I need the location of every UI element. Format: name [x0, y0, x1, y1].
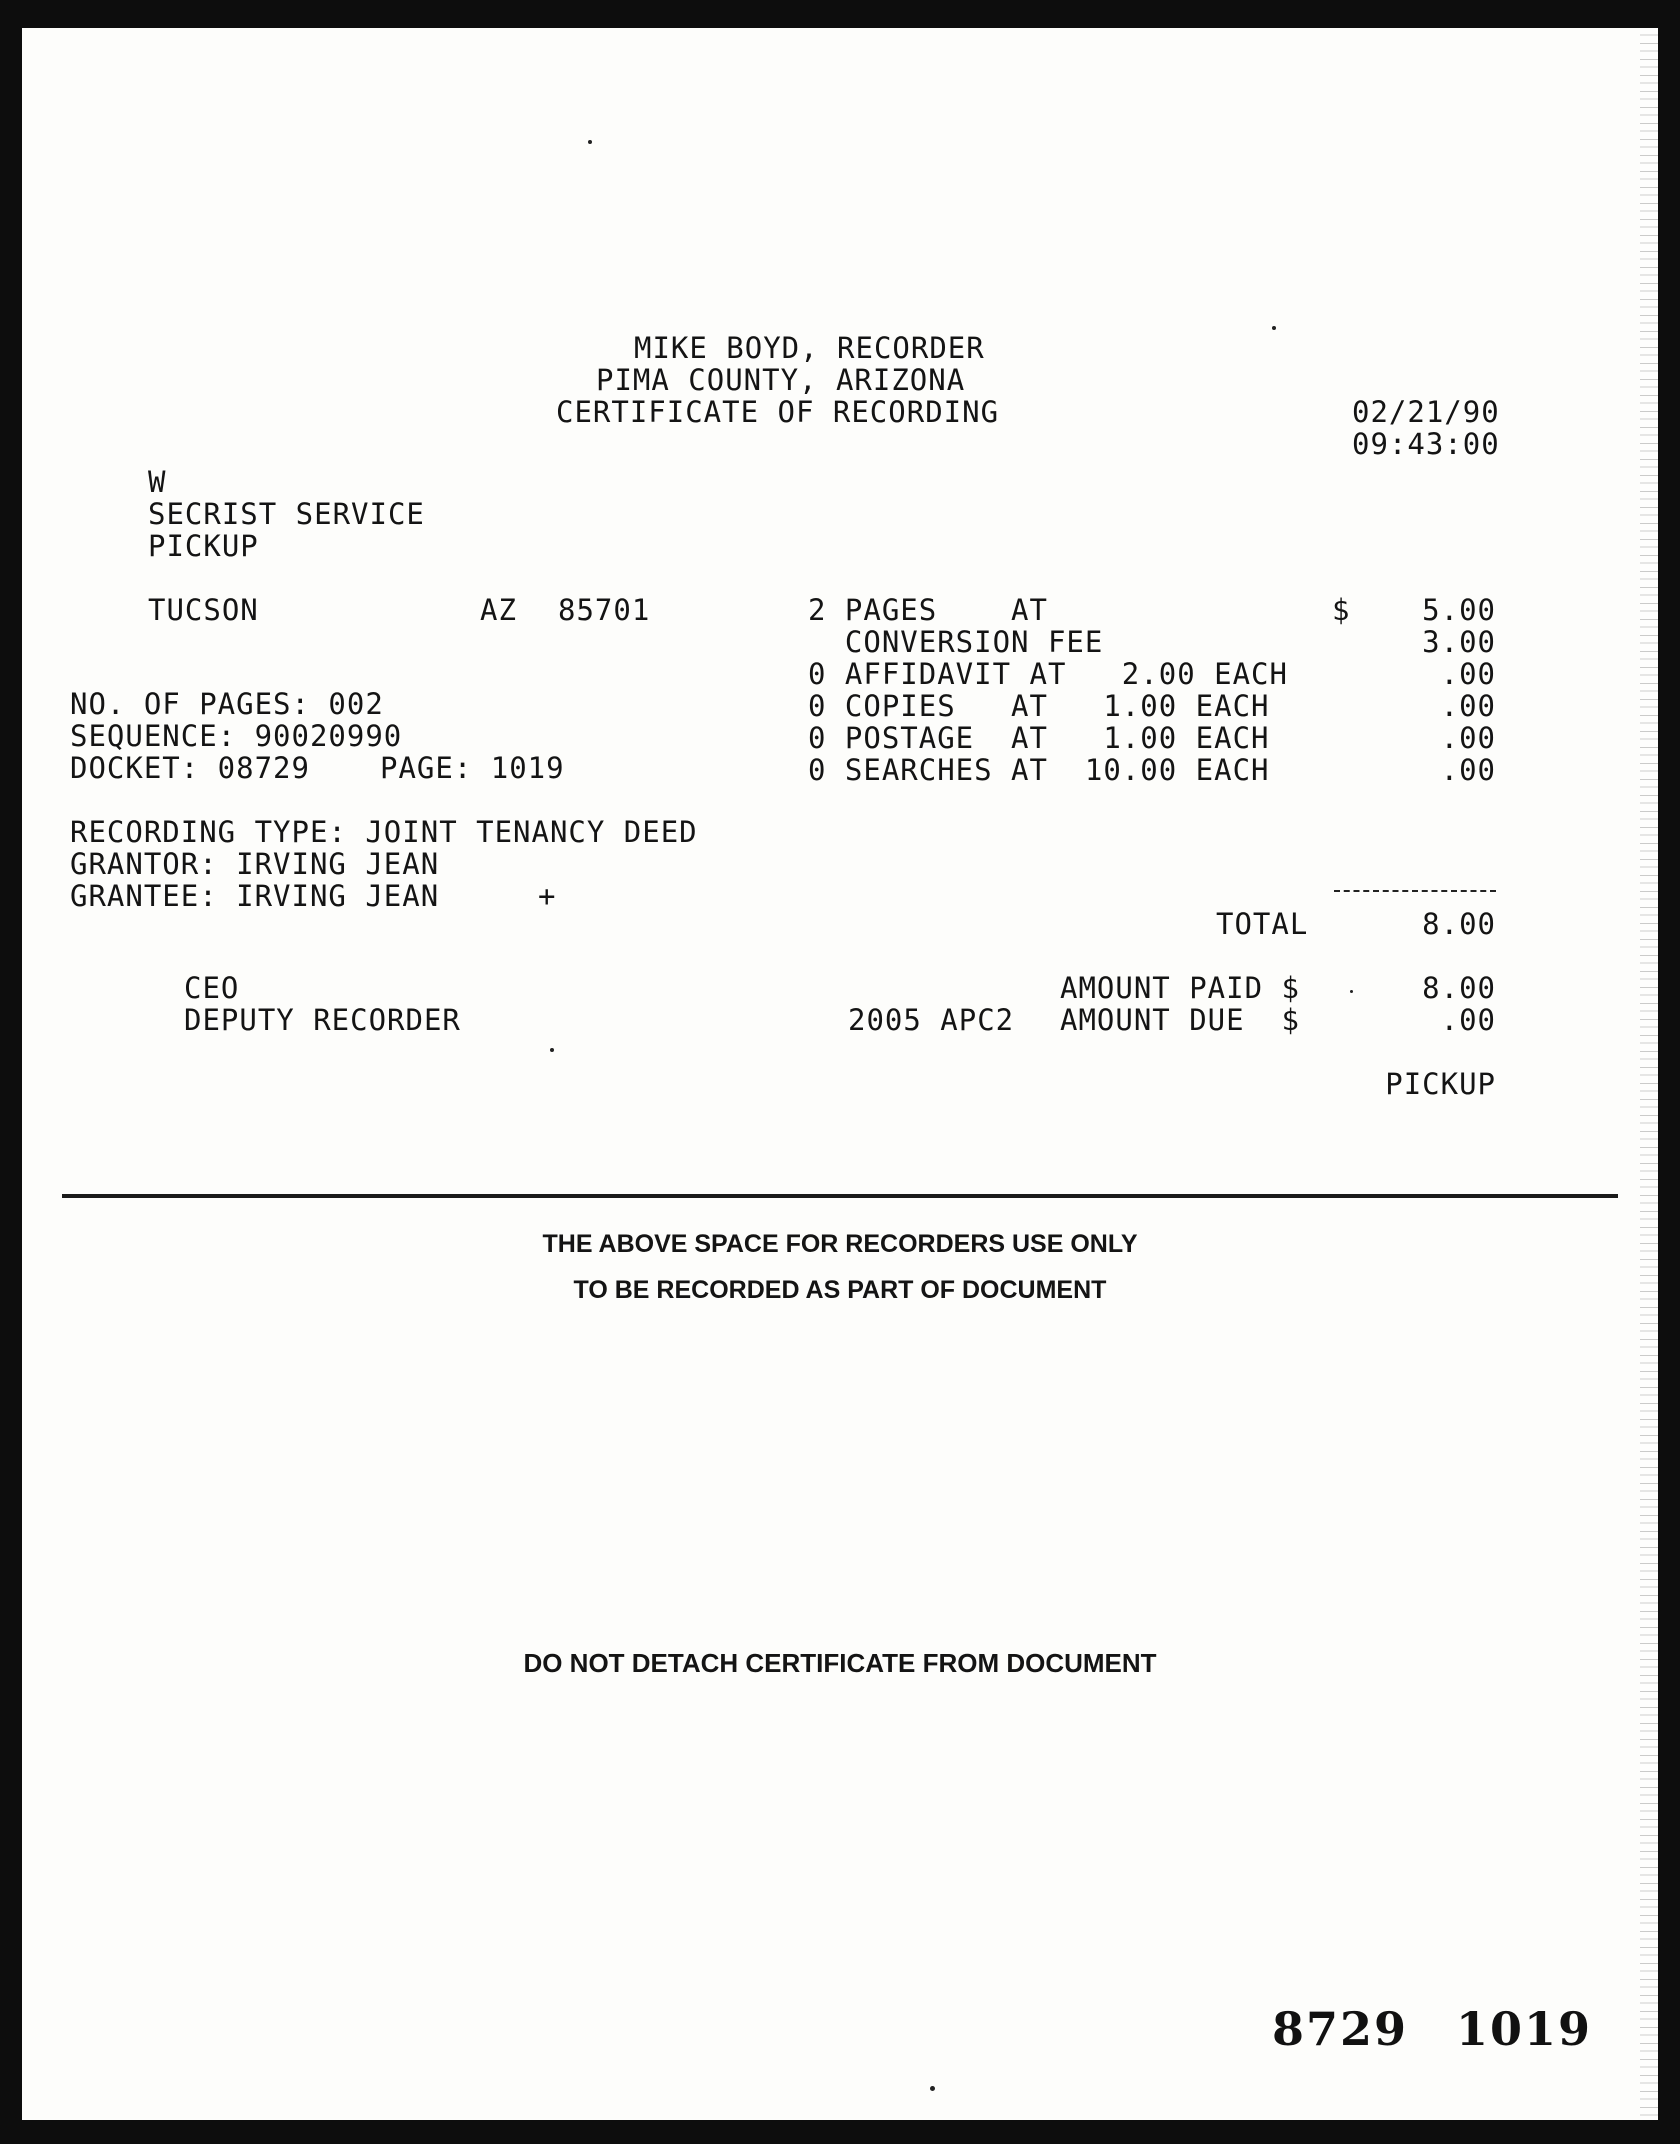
fee-amount: .00	[1440, 689, 1496, 723]
fee-amount: .00	[1440, 657, 1496, 691]
delivery-method: PICKUP	[1385, 1067, 1496, 1101]
total-amount: 8.00	[1422, 907, 1496, 941]
signer-title: DEPUTY RECORDER	[184, 1003, 461, 1037]
amount-due-label: AMOUNT DUE $	[1060, 1003, 1300, 1037]
address-city: TUCSON	[148, 593, 259, 627]
terminal-code: 2005 APC2	[848, 1003, 1015, 1037]
fee-amount: .00	[1440, 753, 1496, 787]
plus-mark: +	[538, 879, 557, 913]
address-state: AZ	[480, 593, 517, 627]
page-number-stamp: 1019	[1456, 2002, 1593, 2056]
amount-due: .00	[1440, 1003, 1496, 1037]
fee-row: 0 AFFIDAVIT AT 2.00 EACH	[808, 657, 1288, 691]
docket-page: PAGE: 1019	[380, 751, 565, 785]
scan-speck	[588, 140, 592, 144]
certificate-page	[22, 28, 1658, 2120]
fee-row: 0 POSTAGE AT 1.00 EACH	[808, 721, 1270, 755]
address-line-1: W	[148, 465, 167, 499]
fee-row: 0 COPIES AT 1.00 EACH	[808, 689, 1270, 723]
fee-amount: 3.00	[1422, 625, 1496, 659]
fee-row: 0 SEARCHES AT 10.00 EACH	[808, 753, 1270, 787]
recording-date: 02/21/90	[1352, 395, 1500, 429]
scan-speck	[550, 1048, 554, 1052]
address-line-2: SECRIST SERVICE	[148, 497, 425, 531]
grantor: GRANTOR: IRVING JEAN	[70, 847, 440, 881]
fee-amount: 5.00	[1422, 593, 1496, 627]
recorder-name: MIKE BOYD, RECORDER	[634, 331, 985, 365]
recorder-section-divider	[62, 1194, 1618, 1198]
certificate-title: CERTIFICATE OF RECORDING	[556, 395, 1000, 429]
number-of-pages: NO. OF PAGES: 002	[70, 687, 384, 721]
sequence-number: SEQUENCE: 90020990	[70, 719, 403, 753]
scan-speck	[930, 2086, 935, 2091]
docket-number: DOCKET: 08729	[70, 751, 310, 785]
recording-type: RECORDING TYPE: JOINT TENANCY DEED	[70, 815, 698, 849]
fee-row: 2 PAGES AT	[808, 593, 1048, 627]
scan-edge-noise	[1640, 28, 1658, 2120]
fee-row: CONVERSION FEE	[808, 625, 1104, 659]
recorded-part-notice: TO BE RECORDED AS PART OF DOCUMENT	[573, 1276, 1107, 1304]
total-divider	[1334, 890, 1496, 892]
do-not-detach-notice: DO NOT DETACH CERTIFICATE FROM DOCUMENT	[523, 1648, 1157, 1678]
recorder-use-notice: THE ABOVE SPACE FOR RECORDERS USE ONLY	[542, 1230, 1138, 1258]
fee-amount: .00	[1440, 721, 1496, 755]
amount-paid: 8.00	[1422, 971, 1496, 1005]
currency-symbol: $	[1332, 593, 1351, 627]
book-number-stamp: 8729	[1272, 2002, 1409, 2056]
address-line-3: PICKUP	[148, 529, 259, 563]
amount-paid-label: AMOUNT PAID $	[1060, 971, 1300, 1005]
signer-name: CEO	[184, 971, 240, 1005]
scan-speck	[1272, 326, 1276, 330]
grantee: GRANTEE: IRVING JEAN	[70, 879, 440, 913]
scan-speck	[1350, 990, 1353, 993]
address-zip: 85701	[558, 593, 651, 627]
county-name: PIMA COUNTY, ARIZONA	[596, 363, 966, 397]
recording-time: 09:43:00	[1352, 427, 1500, 461]
total-label: TOTAL	[1216, 907, 1309, 941]
